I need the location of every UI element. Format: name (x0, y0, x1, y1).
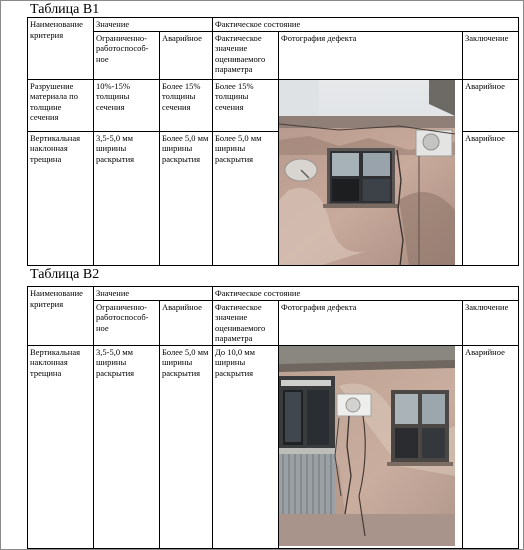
limited-cell: 10%-15% толщины сечения (94, 79, 160, 131)
defect-photo-2 (279, 346, 455, 546)
conclusion-cell: Аварийное (463, 79, 519, 131)
actual-cell: До 10,0 мм ширины раскрытия (213, 345, 279, 548)
header-criterion: Наименование критерия (28, 287, 94, 346)
table-row (28, 79, 519, 131)
table-row (28, 345, 519, 548)
header-conclusion: Заключение (463, 300, 519, 345)
header-actual-state: Фактическое состояние (213, 287, 519, 301)
defect-photo-cell (279, 79, 463, 265)
emergency-cell: Более 15% толщины сечения (160, 79, 213, 131)
header-row (28, 18, 519, 32)
subheader-row (28, 31, 519, 79)
header-photo: Фотография дефекта (279, 300, 463, 345)
header-actual-param: Фактическое значение оцениваемого параметра (213, 300, 279, 345)
criterion-cell: Вертикальная наклонная трещина (28, 131, 94, 265)
header-criterion: Наименование критерия (28, 18, 94, 80)
table-b2 (27, 286, 519, 549)
header-value: Значение (94, 287, 213, 301)
emergency-cell: Более 5,0 мм ширины раскрытия (160, 345, 213, 548)
emergency-cell: Более 5,0 мм ширины раскрытия (160, 131, 213, 265)
subheader-row (28, 300, 519, 345)
header-actual-state: Фактическое состояние (213, 18, 519, 32)
header-emergency: Аварийное (160, 300, 213, 345)
table-b2-caption: Таблица В2 (30, 267, 100, 282)
header-conclusion: Заключение (463, 31, 519, 79)
header-limited: Ограниченно-работоспособ-ное (94, 300, 160, 345)
criterion-cell: Разрушение материала по толщине сечения (28, 79, 94, 131)
table-b1 (27, 17, 519, 266)
conclusion-cell: Аварийное (463, 131, 519, 265)
header-limited: Ограниченно-работоспособ-ное (94, 31, 160, 79)
table-b1-caption: Таблица В1 (30, 2, 100, 17)
header-row (28, 287, 519, 301)
limited-cell: 3,5-5,0 мм ширины раскрытия (94, 345, 160, 548)
header-actual-param: Фактическое значение оцениваемого параметра (213, 31, 279, 79)
defect-photo-cell (279, 345, 463, 548)
defect-photo-1 (279, 80, 455, 266)
header-photo: Фотография дефекта (279, 31, 463, 79)
actual-cell: Более 15% толщины сечения (213, 79, 279, 131)
criterion-cell: Вертикальная наклонная трещина (28, 345, 94, 548)
header-emergency: Аварийное (160, 31, 213, 79)
conclusion-cell: Аварийное (463, 345, 519, 548)
actual-cell: Более 5,0 мм ширины раскрытия (213, 131, 279, 265)
header-value: Значение (94, 18, 213, 32)
limited-cell: 3,5-5,0 мм ширины раскрытия (94, 131, 160, 265)
